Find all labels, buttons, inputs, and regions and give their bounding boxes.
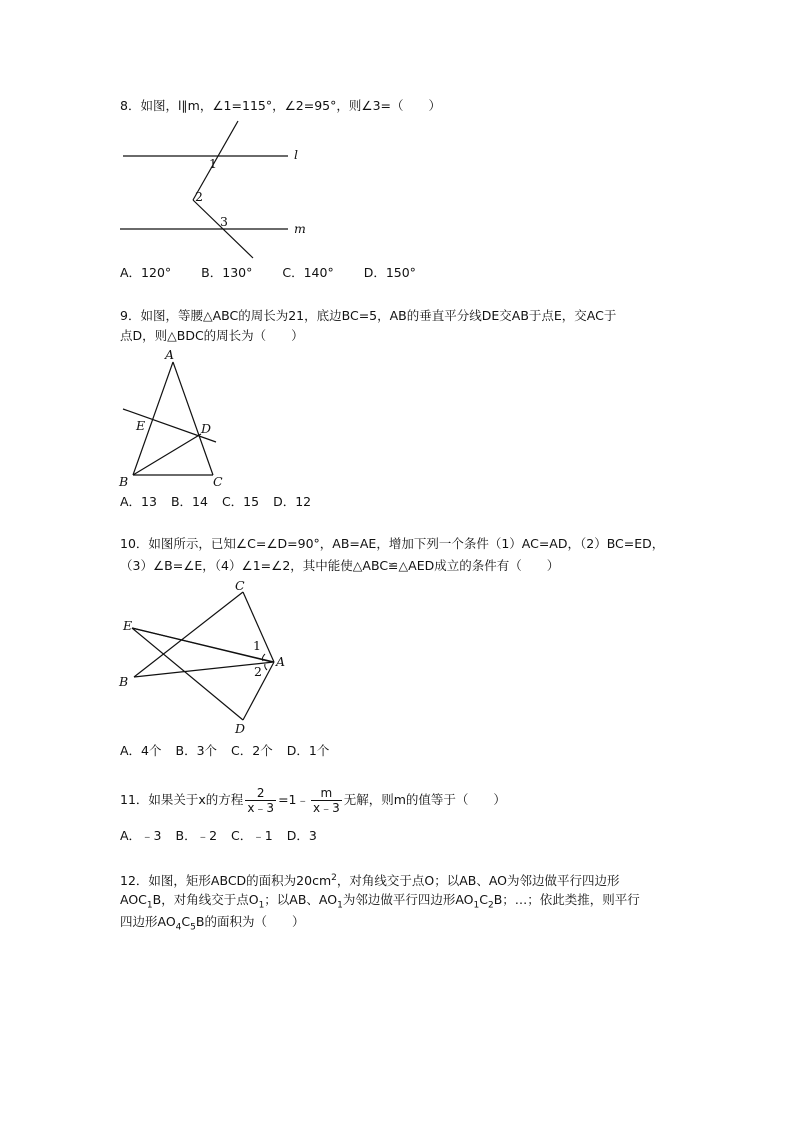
q12-line2-sub5: 2	[487, 900, 494, 911]
label-b: B	[119, 474, 129, 489]
q9-figure	[115, 348, 235, 488]
q11-option-a[interactable]: A．﹣3	[120, 828, 162, 843]
q12-line2-text-a: AOC	[120, 892, 147, 907]
q12-line3-sub1: 4	[175, 922, 182, 933]
q12-line3-text-b: C	[181, 914, 191, 929]
q11-option-d[interactable]: D．3	[286, 828, 317, 843]
q10-options	[120, 741, 343, 761]
q11-fraction-2	[311, 786, 342, 815]
q10-option-a[interactable]: A．4个	[120, 743, 162, 758]
q11-frac2-num: m	[320, 786, 333, 800]
q12-line2-sub3: 1	[337, 900, 343, 911]
q8-option-a[interactable]: A．120°	[120, 265, 172, 280]
q9-stem-line1: 9．如图，等腰△ABC的周长为21，底边BC=5，AB的垂直平分线DE交AB于点E，交AC于	[120, 308, 617, 323]
q11-fraction-1	[245, 786, 276, 815]
label-angle-2: 2	[195, 189, 203, 204]
label-e: E	[123, 618, 133, 633]
label-angle-1: 1	[253, 638, 261, 653]
q10-option-c[interactable]: C．2个	[231, 743, 273, 758]
label-l: l	[294, 147, 298, 162]
label-m: m	[294, 221, 306, 236]
q10-stem-line2: （3）∠B=∠E，（4）∠1=∠2，其中能使△ABC≌△AED成立的条件有（ ）	[120, 558, 560, 573]
q11-frac1-den: x﹣3	[247, 801, 275, 815]
q10-option-b[interactable]: B．3个	[175, 743, 218, 758]
q9-option-d[interactable]: D．12	[273, 494, 312, 509]
q8-option-d[interactable]: D．150°	[363, 265, 416, 280]
q11-frac2-den: x﹣3	[313, 801, 340, 815]
q12-line3	[120, 912, 304, 938]
segment-bd	[133, 434, 201, 475]
q12-line2-text-e: C	[479, 892, 488, 907]
q10-option-d[interactable]: D．1个	[286, 743, 330, 758]
q9-option-b[interactable]: B．14	[170, 494, 208, 509]
q10-stem-line1: 10．如图所示，已知∠C=∠D=90°，AB=AE，增加下列一个条件（1）AC=AD，（2）BC=ED，	[120, 536, 665, 551]
label-a: A	[276, 654, 286, 669]
label-angle-1: 1	[209, 156, 217, 171]
segment-ba	[134, 662, 274, 677]
q12-line2-sub2: 1	[258, 900, 265, 911]
segment-bc	[134, 592, 243, 677]
q8-options	[120, 263, 446, 283]
q12-line1-sup: 2	[331, 873, 337, 883]
q9-option-c[interactable]: C．15	[221, 494, 260, 509]
angle-arc-2	[265, 664, 267, 670]
q8-option-b[interactable]: B．130°	[201, 265, 253, 280]
label-angle-2: 2	[254, 664, 262, 679]
q8-stem: 8．如图，l∥m，∠1=115°，∠2=95°，则∠3=（ ）	[120, 98, 442, 113]
q11-middle: =1﹣	[278, 792, 309, 807]
q8-option-c[interactable]: C．140°	[282, 265, 334, 280]
label-c: C	[235, 578, 245, 593]
q12-line2-text-d: 为邻边做平行四边形AO	[342, 892, 474, 907]
side-ac	[173, 362, 213, 475]
q12-line3-text-c: B的面积为（ ）	[195, 914, 305, 929]
q8-figure	[118, 118, 318, 268]
q9-stem-line2: 点D，则△BDC的周长为（ ）	[120, 328, 304, 343]
q11-stem	[120, 784, 506, 816]
q11-frac1-num: 2	[256, 786, 265, 800]
q12-line1-text-a: 12．如图，矩形ABCD的面积为20cm	[120, 873, 332, 889]
label-d: D	[235, 721, 246, 736]
q11-suffix: 无解，则m的值等于（ ）	[343, 792, 506, 807]
q12-line2-text-f: B；…；依此类推，则平行	[493, 892, 640, 907]
label-e: E	[136, 418, 146, 433]
q9-option-a[interactable]: A．13	[120, 494, 157, 509]
q12-line2-text-b: B，对角线交于点O	[152, 892, 259, 907]
q11-prefix: 11．如果关于x的方程	[120, 792, 244, 807]
q12-line1	[120, 868, 620, 891]
label-angle-3: 3	[220, 214, 228, 229]
q10-figure	[115, 578, 295, 738]
label-d: D	[201, 421, 212, 436]
q12-line2-sub4: 1	[473, 900, 480, 911]
q11-option-b[interactable]: B．﹣2	[175, 828, 218, 843]
q11-options	[120, 826, 331, 846]
label-c: C	[213, 474, 223, 489]
q12-line1-text-b: ，对角线交于点O；以AB、AO为邻边做平行四边形	[336, 873, 620, 889]
q12-line3-text-a: 四边形AO	[120, 914, 176, 929]
q12-line3-sub2: 5	[190, 922, 196, 933]
q12-line2-sub1: 1	[146, 900, 153, 911]
label-b: B	[119, 674, 129, 689]
q11-option-c[interactable]: C．﹣1	[231, 828, 273, 843]
q9-options	[120, 492, 325, 512]
q12-line2-text-c: ；以AB、AO	[264, 892, 338, 907]
label-a: A	[165, 347, 175, 362]
